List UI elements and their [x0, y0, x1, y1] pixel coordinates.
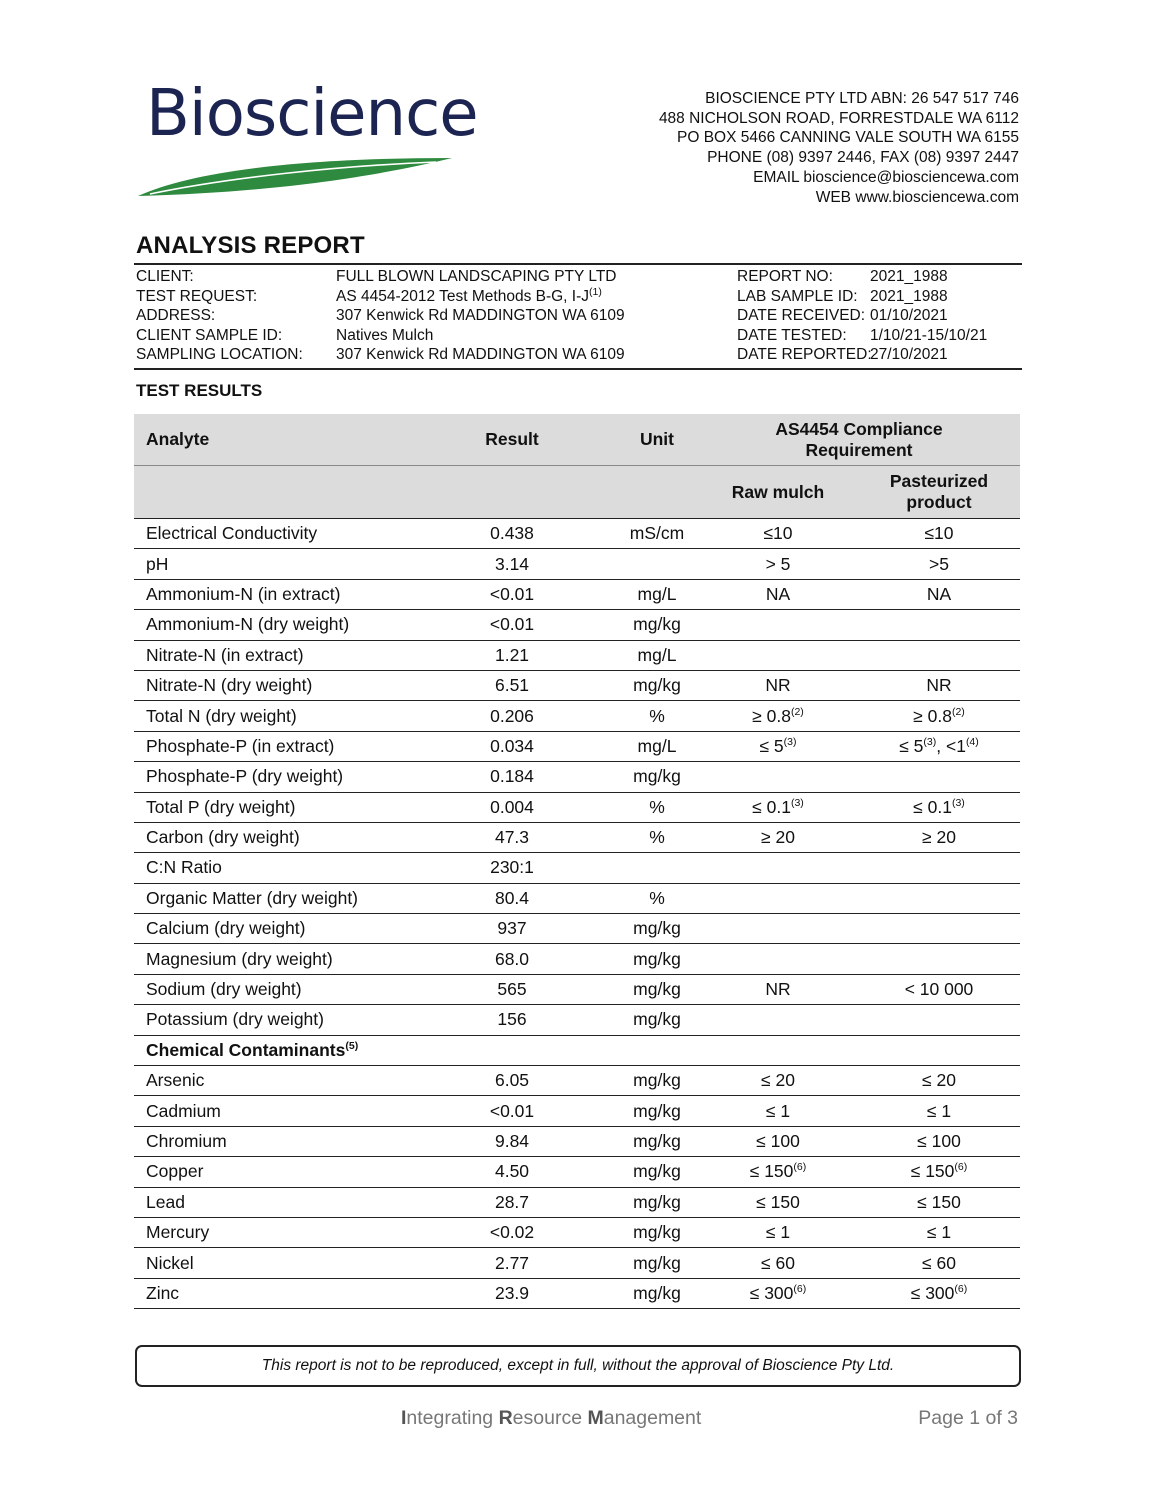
- result-cell: 0.438: [408, 519, 616, 549]
- unit-cell: %: [616, 792, 698, 822]
- unit-cell: mg/L: [616, 579, 698, 609]
- unit-cell: mg/kg: [616, 974, 698, 1004]
- result-cell: 156: [408, 1005, 616, 1035]
- page-number: Page 1 of 3: [918, 1407, 1018, 1429]
- analyte-cell: Phosphate-P (in extract): [134, 731, 408, 761]
- pasteurized-cell: < 10 000: [858, 974, 1020, 1004]
- analyte-cell: Sodium (dry weight): [134, 974, 408, 1004]
- analyte-cell: pH: [134, 549, 408, 579]
- info-row: [134, 287, 1022, 307]
- pasteurized-cell: ≥ 20: [858, 822, 1020, 852]
- result-cell: <0.01: [408, 610, 616, 640]
- info-row: [134, 267, 1022, 287]
- company-contact-block: [659, 89, 1019, 207]
- pasteurized-cell: ≤ $5^{(3)}$, $<1^{(4)}$: [858, 731, 1020, 761]
- unit-cell: %: [616, 822, 698, 852]
- raw-mulch-cell: ≤ 150: [698, 1187, 858, 1217]
- result-cell: 6.51: [408, 670, 616, 700]
- raw-mulch-cell: [698, 1005, 858, 1035]
- analyte-cell: Electrical Conductivity: [134, 519, 408, 549]
- unit-cell: mg/kg: [616, 1157, 698, 1187]
- result-cell: 230:1: [408, 853, 616, 883]
- table-row: [134, 610, 1020, 640]
- sampling-location-label: SAMPLING LOCATION:: [136, 346, 303, 363]
- result-cell: 3.14: [408, 549, 616, 579]
- unit-cell: mg/L: [616, 731, 698, 761]
- result-header: Result: [408, 414, 616, 466]
- raw-mulch-cell: [698, 914, 858, 944]
- unit-cell: mg/kg: [616, 1248, 698, 1278]
- raw-mulch-cell: [698, 640, 858, 670]
- analyte-cell: Copper: [134, 1157, 408, 1187]
- table-row: [134, 731, 1020, 761]
- date-tested-label: DATE TESTED:: [737, 326, 847, 344]
- raw-mulch-cell: ≥ $0.8^{(2)}$: [698, 701, 858, 731]
- test-results-heading: TEST RESULTS: [136, 381, 263, 400]
- leaf-icon: [136, 152, 456, 200]
- unit-cell: mg/kg: [616, 610, 698, 640]
- client-label: CLIENT:: [136, 268, 194, 285]
- unit-cell: mg/kg: [616, 1278, 698, 1308]
- table-row: [134, 1126, 1020, 1156]
- sampling-location-value: 307 Kenwick Rd MADDINGTON WA 6109: [336, 346, 625, 363]
- raw-mulch-cell: ≤ $5^{(3)}$: [698, 731, 858, 761]
- result-cell: 4.50: [408, 1157, 616, 1187]
- company-phone-fax: PHONE (08) 9397 2446, FAX (08) 9397 2447: [707, 149, 1019, 167]
- unit-cell: [616, 853, 698, 883]
- analyte-cell: Potassium (dry weight): [134, 1005, 408, 1035]
- pasteurized-cell: [858, 914, 1020, 944]
- result-cell: <0.01: [408, 1096, 616, 1126]
- pasteurized-cell: ≤10: [858, 519, 1020, 549]
- result-cell: 2.77: [408, 1248, 616, 1278]
- unit-cell: %: [616, 883, 698, 913]
- result-cell: 565: [408, 974, 616, 1004]
- result-cell: 68.0: [408, 944, 616, 974]
- date-reported-label: DATE REPORTED:: [737, 346, 872, 363]
- analyte-cell: Nickel: [134, 1248, 408, 1278]
- client-sample-value: Natives Mulch: [336, 326, 434, 344]
- info-row: [134, 306, 1022, 326]
- client-sample-label: CLIENT SAMPLE ID:: [136, 326, 283, 344]
- raw-mulch-cell: ≤ $150^{(6)}$: [698, 1157, 858, 1187]
- analyte-cell: Organic Matter (dry weight): [134, 883, 408, 913]
- table-row: [134, 549, 1020, 579]
- raw-mulch-header: Raw mulch: [698, 466, 858, 519]
- table-row: [134, 1005, 1020, 1035]
- result-cell: 28.7: [408, 1187, 616, 1217]
- group-label: Chemical Contaminants$^{(5)}$: [134, 1035, 1020, 1065]
- info-row: [134, 326, 1022, 346]
- table-row: [134, 762, 1020, 792]
- analyte-cell: C:N Ratio: [134, 853, 408, 883]
- result-cell: 937: [408, 914, 616, 944]
- raw-mulch-cell: > 5: [698, 549, 858, 579]
- pasteurized-cell: [858, 640, 1020, 670]
- analyte-cell: Ammonium-N (dry weight): [134, 610, 408, 640]
- table-row: [134, 1066, 1020, 1096]
- pasteurized-cell: ≤ 1: [858, 1096, 1020, 1126]
- raw-mulch-cell: ≤ 60: [698, 1248, 858, 1278]
- raw-mulch-cell: [698, 762, 858, 792]
- result-cell: 47.3: [408, 822, 616, 852]
- pasteurized-cell: [858, 883, 1020, 913]
- table-header-row: [134, 414, 1020, 466]
- raw-mulch-cell: [698, 610, 858, 640]
- footnote-ref: (5): [345, 1040, 359, 1052]
- table-row: [134, 579, 1020, 609]
- raw-mulch-cell: ≤ 100: [698, 1126, 858, 1156]
- lab-sample-label: LAB SAMPLE ID:: [737, 287, 858, 305]
- company-abn: BIOSCIENCE PTY LTD ABN: 26 547 517 746: [705, 90, 1019, 107]
- analyte-cell: Total P (dry weight): [134, 792, 408, 822]
- address-value: 307 Kenwick Rd MADDINGTON WA 6109: [336, 307, 625, 324]
- unit-cell: mg/kg: [616, 670, 698, 700]
- pasteurized-cell: [858, 944, 1020, 974]
- analyte-cell: Carbon (dry weight): [134, 822, 408, 852]
- raw-mulch-cell: ≤ 1: [698, 1096, 858, 1126]
- unit-cell: [616, 549, 698, 579]
- pasteurized-cell: ≤ $150^{(6)}$: [858, 1157, 1020, 1187]
- pasteurized-cell: [858, 610, 1020, 640]
- analyte-header: Analyte: [134, 414, 408, 466]
- result-cell: 9.84: [408, 1126, 616, 1156]
- raw-mulch-cell: NA: [698, 579, 858, 609]
- analyte-cell: Magnesium (dry weight): [134, 944, 408, 974]
- unit-cell: mg/kg: [616, 1187, 698, 1217]
- footer-tagline: Integrating Resource Management: [401, 1407, 702, 1429]
- unit-cell: mg/kg: [616, 762, 698, 792]
- result-cell: 23.9: [408, 1278, 616, 1308]
- analyte-cell: Zinc: [134, 1278, 408, 1308]
- date-tested-value: 1/10/21-15/10/21: [870, 326, 988, 344]
- pasteurized-cell: NR: [858, 670, 1020, 700]
- result-cell: 80.4: [408, 883, 616, 913]
- pasteurized-cell: NA: [858, 579, 1020, 609]
- analyte-cell: Calcium (dry weight): [134, 914, 408, 944]
- analyte-cell: Nitrate-N (dry weight): [134, 670, 408, 700]
- table-row: [134, 1187, 1020, 1217]
- result-cell: <0.01: [408, 579, 616, 609]
- result-cell: 0.184: [408, 762, 616, 792]
- pasteurized-cell: ≤ 150: [858, 1187, 1020, 1217]
- analyte-cell: Chromium: [134, 1126, 408, 1156]
- unit-cell: mg/kg: [616, 1126, 698, 1156]
- unit-header: Unit: [616, 414, 698, 466]
- result-cell: 1.21: [408, 640, 616, 670]
- test-request-label: TEST REQUEST:: [136, 287, 258, 305]
- reproduction-notice: This report is not to be reproduced, except in full, without the approval of Bioscience Pty Ltd.: [135, 1345, 1021, 1387]
- result-cell: <0.02: [408, 1217, 616, 1247]
- result-cell: 0.034: [408, 731, 616, 761]
- analyte-cell: Mercury: [134, 1217, 408, 1247]
- table-row: [134, 670, 1020, 700]
- report-title: ANALYSIS REPORT: [136, 232, 365, 259]
- raw-mulch-cell: ≤ 20: [698, 1066, 858, 1096]
- table-row: [134, 1217, 1020, 1247]
- report-no-value: 2021_1988: [870, 268, 948, 285]
- company-street-address: 488 NICHOLSON ROAD, FORRESTDALE WA 6112: [658, 109, 1019, 127]
- analyte-cell: Nitrate-N (in extract): [134, 640, 408, 670]
- table-row: [134, 853, 1020, 883]
- result-cell: 0.206: [408, 701, 616, 731]
- company-web: WEB www.biosciencewa.com: [815, 188, 1019, 206]
- raw-mulch-cell: ≥ 20: [698, 822, 858, 852]
- unit-cell: mg/kg: [616, 944, 698, 974]
- raw-mulch-cell: ≤ $0.1^{(3)}$: [698, 792, 858, 822]
- analyte-cell: Cadmium: [134, 1096, 408, 1126]
- unit-cell: mg/kg: [616, 1096, 698, 1126]
- unit-cell: mg/kg: [616, 1066, 698, 1096]
- table-row: [134, 974, 1020, 1004]
- report-no-label: REPORT NO:: [737, 268, 833, 285]
- table-row: [134, 883, 1020, 913]
- report-info-block: [134, 263, 1022, 370]
- result-cell: 6.05: [408, 1066, 616, 1096]
- table-row: [134, 640, 1020, 670]
- table-row: [134, 792, 1020, 822]
- address-label: ADDRESS:: [136, 307, 216, 324]
- analyte-cell: Lead: [134, 1187, 408, 1217]
- pasteurized-cell: ≤ 20: [858, 1066, 1020, 1096]
- analyte-cell: Arsenic: [134, 1066, 408, 1096]
- pasteurized-cell: [858, 853, 1020, 883]
- date-received-label: DATE RECEIVED:: [737, 307, 866, 324]
- client-value: FULL BLOWN LANDSCAPING PTY LTD: [336, 268, 617, 285]
- bioscience-logo: [136, 77, 478, 200]
- company-po-box: PO BOX 5466 CANNING VALE SOUTH WA 6155: [677, 129, 1019, 147]
- test-request-value: AS 4454-2012 Test Methods B-G, $I-J^{(1)}$: [336, 285, 602, 305]
- raw-mulch-cell: NR: [698, 974, 858, 1004]
- info-row: [134, 345, 1022, 365]
- unit-cell: mg/kg: [616, 914, 698, 944]
- pasteurized-cell: ≤ 100: [858, 1126, 1020, 1156]
- compliance-header: AS4454 Compliance Requirement: [698, 414, 1020, 466]
- date-received-value: 01/10/2021: [870, 307, 948, 324]
- date-reported-value: 27/10/2021: [870, 346, 948, 363]
- raw-mulch-cell: NR: [698, 670, 858, 700]
- table-row: [134, 701, 1020, 731]
- results-table: [134, 414, 1020, 1309]
- pasteurized-cell: >5: [858, 549, 1020, 579]
- unit-cell: mg/kg: [616, 1217, 698, 1247]
- raw-mulch-cell: ≤ 1: [698, 1217, 858, 1247]
- pasteurized-cell: ≤ 60: [858, 1248, 1020, 1278]
- pasteurized-header: Pasteurized product: [858, 466, 1020, 519]
- footnote-ref: (1): [589, 285, 602, 298]
- result-cell: 0.004: [408, 792, 616, 822]
- company-email: EMAIL bioscience@biosciencewa.com: [753, 168, 1019, 186]
- logo-wordmark: Bioscience: [146, 77, 478, 151]
- table-row: [134, 1157, 1020, 1187]
- unit-cell: mg/L: [616, 640, 698, 670]
- raw-mulch-cell: ≤10: [698, 519, 858, 549]
- table-row: [134, 519, 1020, 549]
- unit-cell: %: [616, 701, 698, 731]
- table-row: [134, 822, 1020, 852]
- pasteurized-cell: [858, 1005, 1020, 1035]
- table-row: [134, 1278, 1020, 1308]
- pasteurized-cell: ≥ $0.8^{(2)}$: [858, 701, 1020, 731]
- pasteurized-cell: ≤ $0.1^{(3)}$: [858, 792, 1020, 822]
- raw-mulch-cell: [698, 853, 858, 883]
- table-row: [134, 1248, 1020, 1278]
- group-row: [134, 1035, 1020, 1065]
- lab-sample-value: 2021_1988: [870, 287, 948, 305]
- pasteurized-cell: ≤ 1: [858, 1217, 1020, 1247]
- table-row: [134, 944, 1020, 974]
- analyte-cell: Ammonium-N (in extract): [134, 579, 408, 609]
- raw-mulch-cell: ≤ $300^{(6)}$: [698, 1278, 858, 1308]
- pasteurized-cell: [858, 762, 1020, 792]
- unit-cell: mS/cm: [616, 519, 698, 549]
- analyte-cell: Phosphate-P (dry weight): [134, 762, 408, 792]
- unit-cell: mg/kg: [616, 1005, 698, 1035]
- raw-mulch-cell: [698, 944, 858, 974]
- analyte-cell: Total N (dry weight): [134, 701, 408, 731]
- pasteurized-cell: ≤ $300^{(6)}$: [858, 1278, 1020, 1308]
- table-subheader-row: [134, 466, 1020, 519]
- table-row: [134, 914, 1020, 944]
- raw-mulch-cell: [698, 883, 858, 913]
- table-row: [134, 1096, 1020, 1126]
